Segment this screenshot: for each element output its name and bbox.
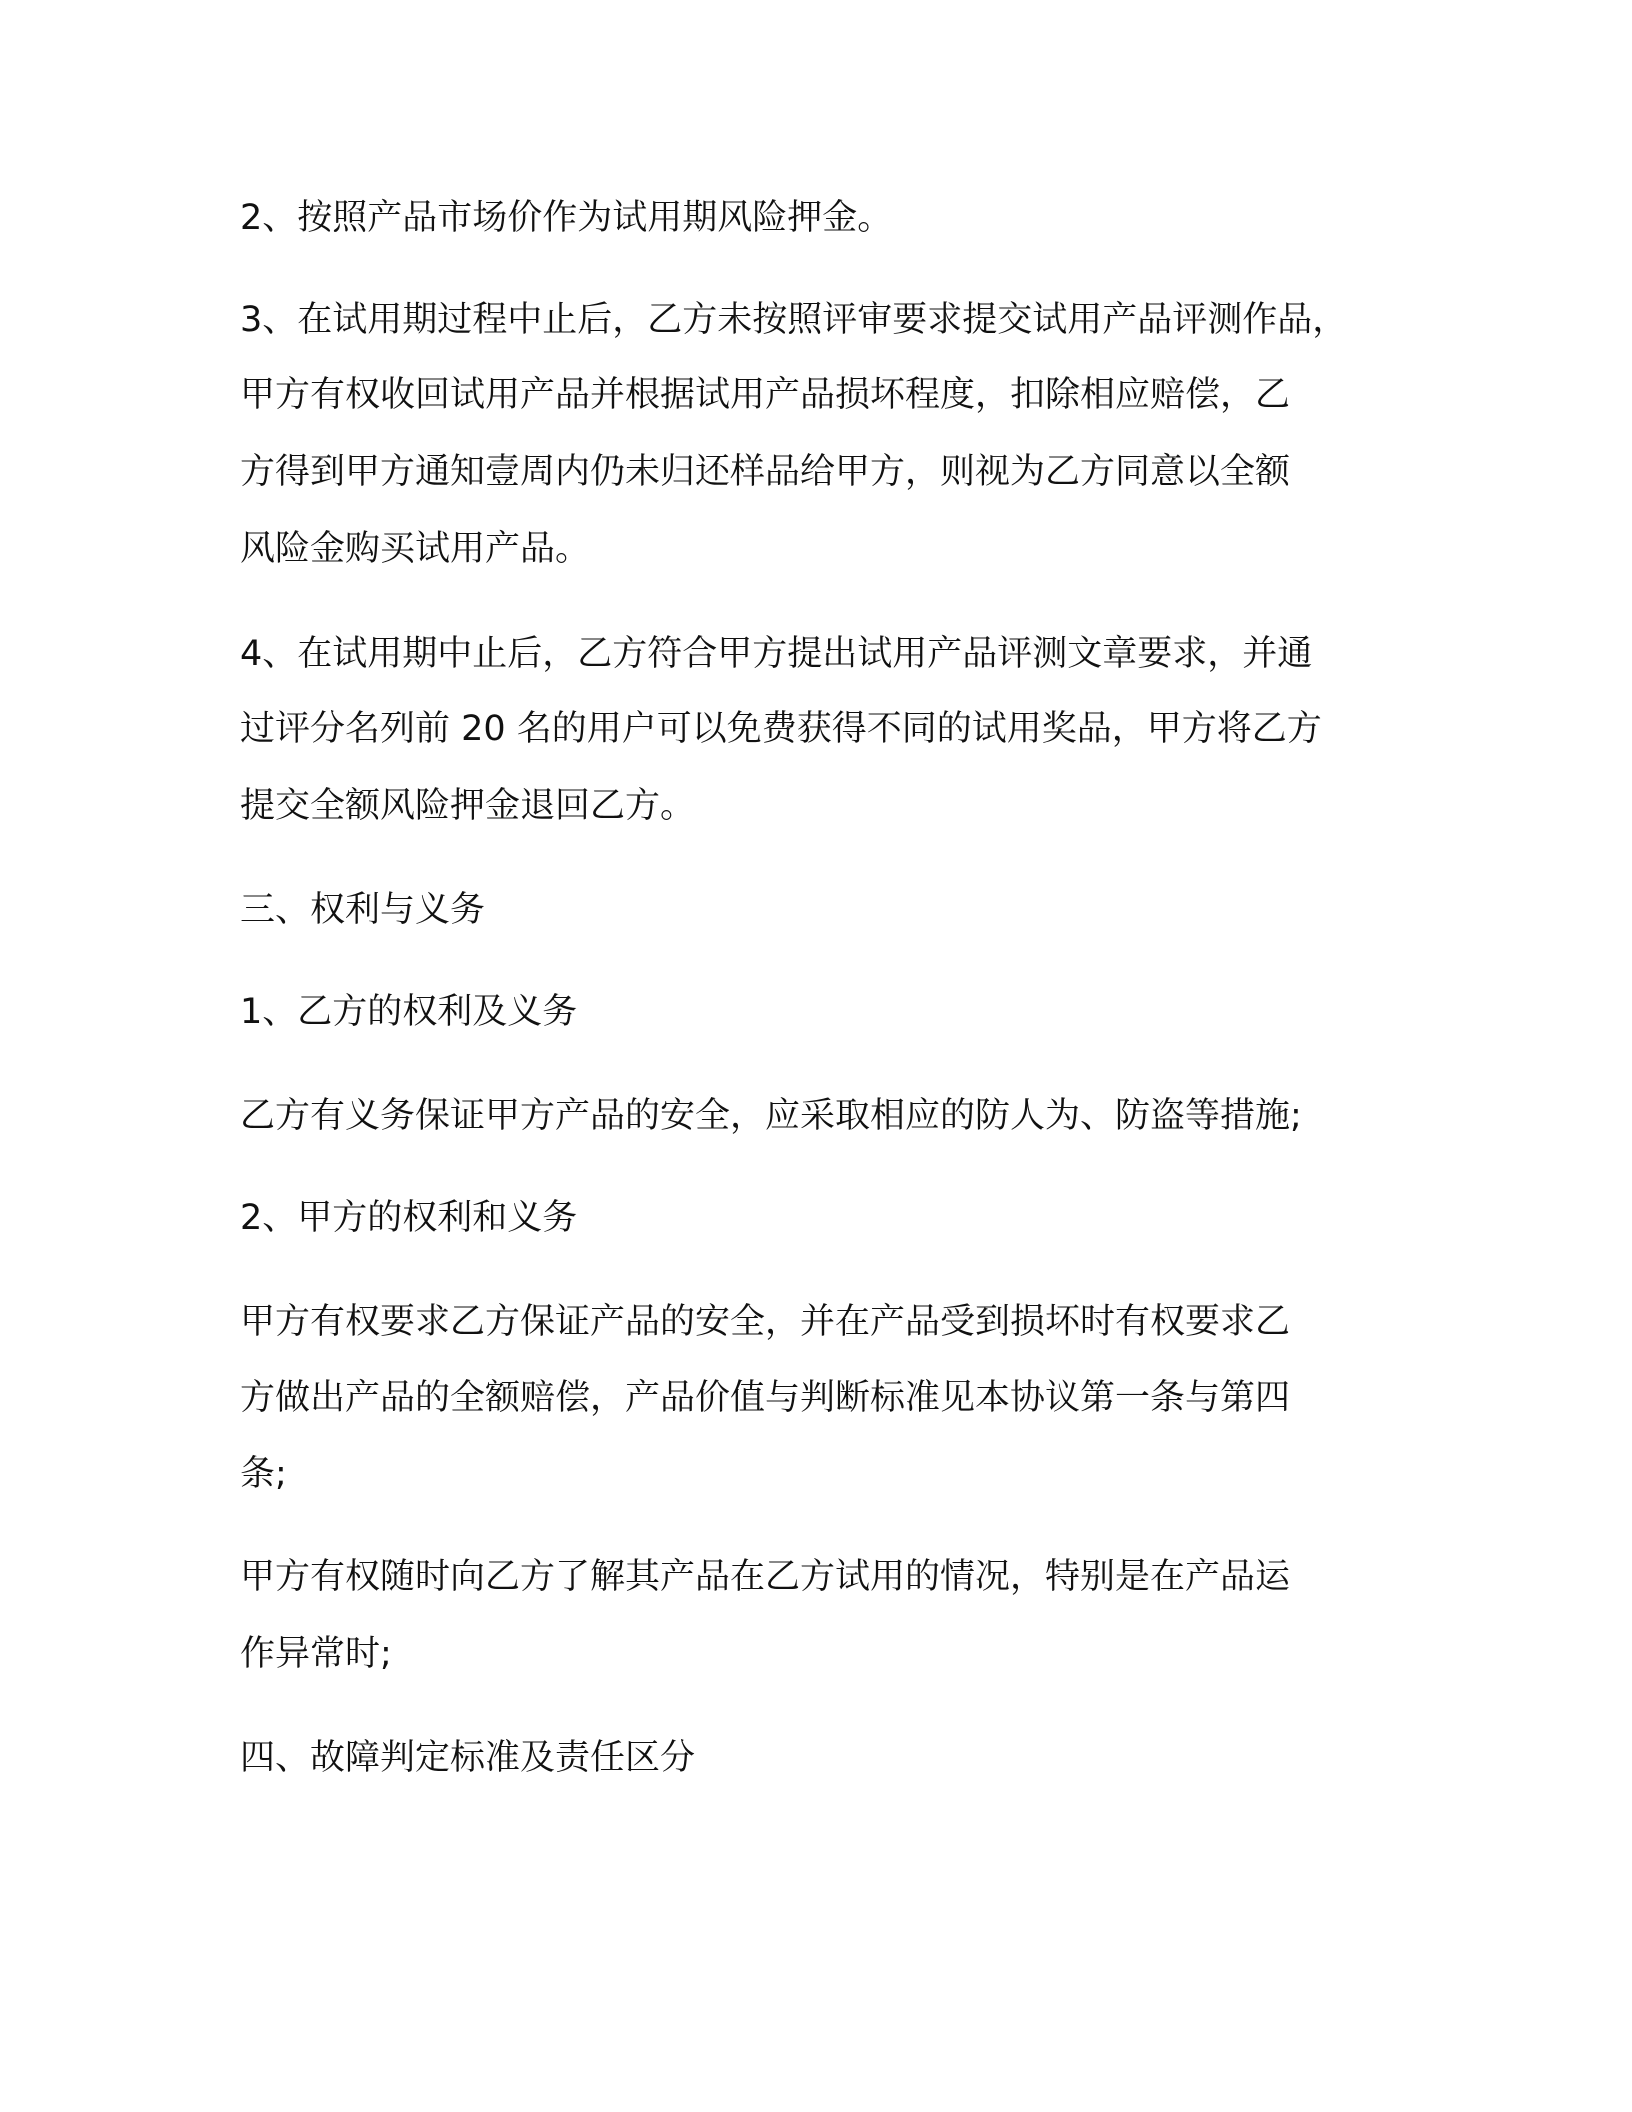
subsection-heading-party-b: 1、乙方的权利及义务: [240, 992, 578, 1032]
paragraph-party-a-right-line: 方做出产品的全额赔偿，产品价值与判断标准见本协议第一条与第四: [240, 1378, 1291, 1418]
subsection-heading-party-a: 2、甲方的权利和义务: [240, 1198, 578, 1238]
section-heading-fault-standard: 四、故障判定标准及责任区分: [240, 1738, 696, 1778]
paragraph-refund-line: 4、在试用期中止后，乙方符合甲方提出试用产品评测文章要求，并通: [240, 634, 1313, 674]
paragraph-party-a-inquiry-line: 甲方有权随时向乙方了解其产品在乙方试用的情况，特别是在产品运: [240, 1557, 1291, 1597]
paragraph-return-line: 方得到甲方通知壹周内仍未归还样品给甲方，则视为乙方同意以全额: [240, 452, 1291, 492]
paragraph-refund-line: 提交全额风险押金退回乙方。: [240, 786, 696, 826]
paragraph-return-line: 甲方有权收回试用产品并根据试用产品损坏程度，扣除相应赔偿，乙: [240, 375, 1291, 415]
paragraph-refund-line: 过评分名列前 20 名的用户可以免费获得不同的试用奖品，甲方将乙方: [240, 709, 1322, 749]
paragraph-return-line: 风险金购买试用产品。: [240, 529, 591, 569]
paragraph-party-a-inquiry-line: 作异常时;: [240, 1634, 392, 1674]
paragraph-party-a-right-line: 甲方有权要求乙方保证产品的安全，并在产品受到损坏时有权要求乙: [240, 1302, 1291, 1342]
paragraph-party-b-duty: 乙方有义务保证甲方产品的安全，应采取相应的防人为、防盗等措施;: [240, 1096, 1302, 1136]
section-heading-rights: 三、权利与义务: [240, 890, 486, 930]
paragraph-party-a-right-line: 条;: [240, 1454, 287, 1494]
paragraph-risk-deposit: 2、按照产品市场价作为试用期风险押金。: [240, 198, 893, 238]
paragraph-return-line: 3、在试用期过程中止后，乙方未按照评审要求提交试用产品评测作品，: [240, 300, 1348, 340]
